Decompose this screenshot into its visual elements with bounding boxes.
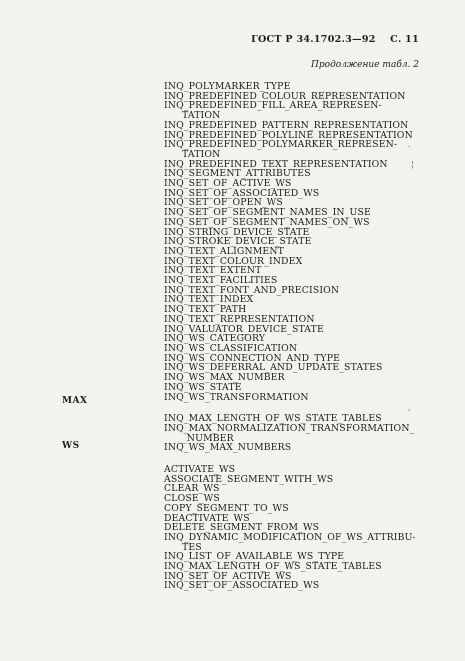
list-item: INQ_STRING_DEVICE_STATE: [164, 226, 310, 238]
list-item: INQ_MAX_LENGTH_OF_WS_STATE_TABLES: [164, 561, 382, 573]
list-item: INQ_SET_OF_ASSOCIATED_WS: [164, 187, 320, 199]
list-item: INQ_SET_OF_OPEN_WS: [164, 197, 283, 209]
list-item: INQ_PREDEFINED_PATTERN_REPRESENTATION: [164, 119, 409, 131]
list-item: INQ_PREDEFINED_COLOUR_REPRESENTATION: [164, 90, 406, 102]
standard-number: ГОСТ Р 34.1702.3—92: [251, 34, 376, 45]
list-item: INQ_TEXT_REPRESENTATION: [164, 313, 315, 325]
list-item: INQ_WS_MAX_NUMBER: [164, 372, 285, 384]
list-item: INQ_WS_CONNECTION_AND_TYPE: [164, 352, 341, 364]
list-item: INQ_WS_MAX_NUMBERS: [164, 442, 292, 454]
list-item-continuation: TATION: [182, 148, 221, 160]
list-item: CLOSE_WS: [164, 493, 220, 505]
table-reference: табл. 2: [382, 60, 419, 70]
list-item: INQ_DYNAMIC_MODIFICATION_OF_WS_ATTRIBU-: [164, 531, 416, 543]
list-item: INQ_TEXT_ALIGNMENT: [164, 245, 284, 257]
list-item: COPY_SEGMENT_TO_WS: [164, 502, 289, 514]
page-number: С. 11: [390, 34, 419, 45]
list-item: INQ_POLYMARKER_TYPE: [164, 81, 291, 92]
list-item: INQ_PREDEFINED_POLYMARKER_REPRESEN-: [164, 139, 398, 151]
list-item-continuation: _NUMBER: [182, 432, 234, 444]
list-item: INQ_TEXT_FACILITIES: [164, 275, 278, 287]
list-item: INQ_WS_STATE: [164, 381, 242, 393]
list-item: INQ_VALUATOR_DEVICE_STATE: [164, 323, 324, 335]
list-item: DELETE_SEGMENT_FROM_WS: [164, 522, 320, 534]
list-item: INQ_PREDEFINED_TEXT_REPRESENTATION: [164, 158, 388, 170]
group-ws: [164, 465, 416, 591]
row-label-max: MAX: [62, 396, 88, 406]
list-item: DEACTIVATE_WS: [164, 512, 250, 524]
list-item: INQ_WS_DEFERRAL_AND_UPDATE_STATES: [164, 362, 383, 374]
list-item: INQ_SEGMENT_ATTRIBUTES: [164, 168, 311, 180]
group-max: [164, 414, 416, 453]
list-item-continuation: TES: [182, 541, 202, 553]
list-item-continuation: TATION: [182, 110, 221, 122]
list-item: INQ_STROKE_DEVICE_STATE: [164, 236, 312, 248]
list-item: INQ_TEXT_COLOUR_INDEX: [164, 255, 303, 267]
list-item: INQ_SET_OF_SEGMENT_NAMES_IN_USE: [164, 207, 371, 219]
row-label-ws: WS: [62, 441, 80, 451]
list-item: INQ_TEXT_INDEX: [164, 294, 254, 306]
list-item: INQ_WS_CLASSIFICATION: [164, 342, 298, 354]
list-item: INQ_PREDEFINED_POLYLINE_REPRESENTATION: [164, 129, 413, 141]
function-name-list: [164, 82, 416, 591]
list-item: INQ_TEXT_EXTENT: [164, 265, 262, 277]
scan-mark: ¦: [411, 160, 414, 169]
list-item: INQ_MAX_LENGTH_OF_WS_STATE_TABLES: [164, 413, 382, 425]
list-item: INQ_SET_OF_ACTIVE_WS: [164, 178, 292, 190]
table-continuation-caption: [311, 60, 419, 70]
list-item: CLEAR_WS: [164, 483, 220, 495]
list-item: INQ_TEXT_FONT_AND_PRECISION: [164, 284, 340, 296]
page-header: [251, 34, 419, 45]
list-item: INQ_LIST_OF_AVAILABLE_WS_TYPE: [164, 551, 345, 563]
list-item: INQ_WS_CATEGORY: [164, 333, 266, 345]
scan-mark: ': [408, 408, 411, 417]
list-item: INQ_SET_OF_ACTIVE_WS: [164, 570, 292, 582]
list-item: ASSOCIATE_SEGMENT_WITH_WS: [164, 473, 334, 485]
list-item: INQ_SET_OF_SEGMENT_NAMES_ON_WS: [164, 216, 370, 228]
list-item: INQ_WS_TRANSFORMATION: [164, 391, 309, 403]
group-inq: [164, 82, 416, 402]
list-item: ACTIVATE_WS: [164, 464, 236, 476]
continuation-word: Продолжение: [311, 60, 380, 70]
list-item: INQ_MAX_NORMALIZATION_TRANSFORMATION_: [164, 422, 415, 434]
scan-mark: .: [408, 140, 411, 149]
list-item: INQ_PREDEFINED_FILL_AREA_REPRESEN-: [164, 100, 382, 112]
list-item: INQ_TEXT_PATH: [164, 304, 247, 316]
list-item: INQ_SET_OF_ASSOCIATED_WS: [164, 580, 320, 592]
